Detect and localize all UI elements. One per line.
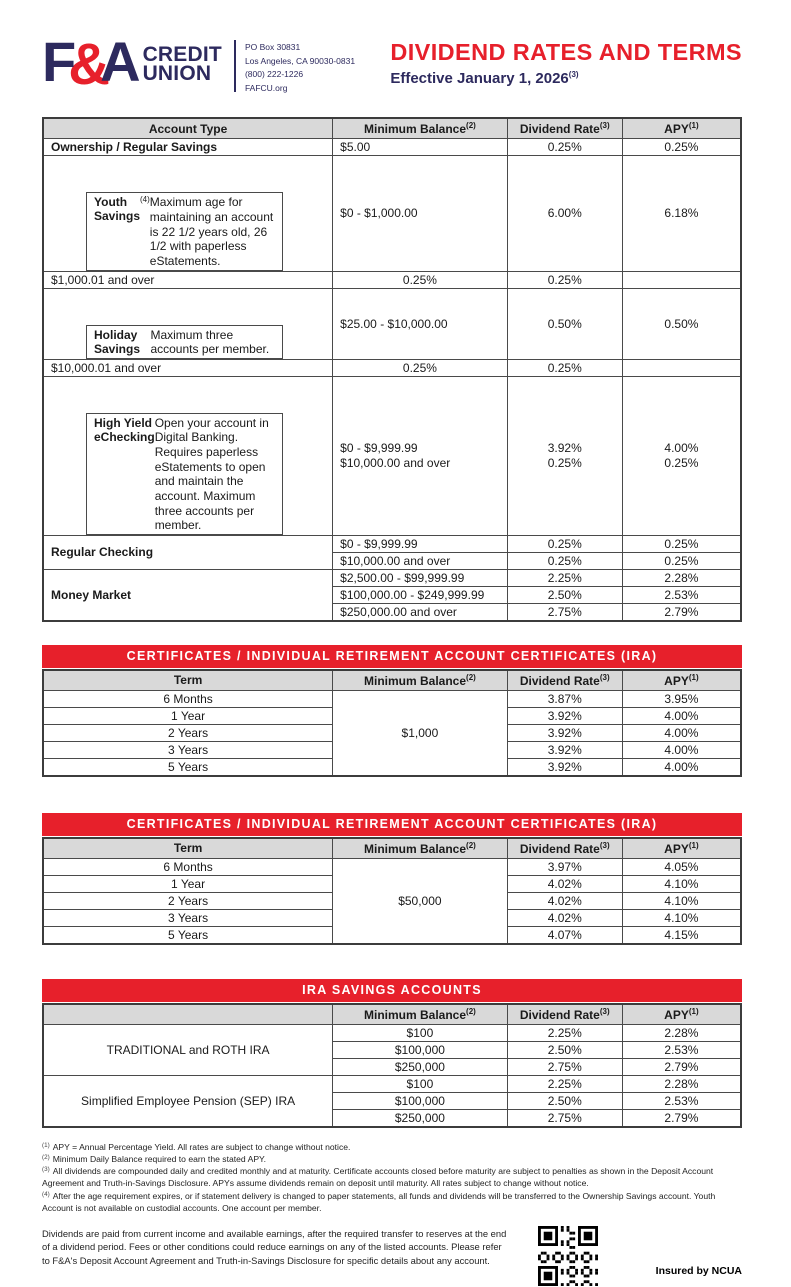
footnote-marker: (2) xyxy=(466,672,476,682)
apy-cell: 0.25% xyxy=(622,139,741,156)
table-row xyxy=(43,376,741,535)
header-row xyxy=(43,1004,741,1025)
ira-savings-table xyxy=(42,1003,742,1128)
balance-cell: $250,000.00 and over xyxy=(333,603,508,621)
footnote-marker: (1) xyxy=(688,1006,699,1016)
table-row xyxy=(43,569,741,586)
balance-cell: $100,000.00 - $249,999.99 xyxy=(333,586,508,603)
account-type-cell xyxy=(86,413,283,535)
balance-cell: $100 xyxy=(333,1024,508,1041)
footnote-marker: (2) xyxy=(466,121,476,131)
rate-cell: 3.97% xyxy=(507,858,622,875)
apy-cell: 2.28% xyxy=(622,1075,741,1092)
rate-cell: 3.92% xyxy=(507,741,622,758)
ira-account-cell: Simplified Employee Pension (SEP) IRA xyxy=(43,1075,333,1127)
account-name: High Yield eChecking xyxy=(94,415,155,444)
rate-cell: 2.75% xyxy=(507,1058,622,1075)
account-name: Money Market xyxy=(51,587,132,602)
footnote-text: Minimum Daily Balance required to earn the stated APY. xyxy=(52,1153,267,1164)
contact-line: PO Box 30831 xyxy=(244,42,301,52)
rate-cell: 2.25% xyxy=(507,1024,622,1041)
balance-cell: $250,000 xyxy=(333,1058,508,1075)
apy-cell: 6.18% xyxy=(622,156,741,271)
rate-cell: 2.75% xyxy=(507,1109,622,1127)
apy-cell: 4.10% xyxy=(622,892,741,909)
deposit-accounts-table xyxy=(42,117,742,621)
term-cell: 6 Months xyxy=(43,858,333,875)
certificates-table-1 xyxy=(42,669,742,777)
table-row xyxy=(43,535,741,552)
logo-ampersand: & xyxy=(68,32,105,97)
apy-cell: 4.00% xyxy=(622,741,741,758)
footnote-marker: (1) xyxy=(688,672,699,682)
logo-credit: CREDIT xyxy=(142,43,222,66)
rate-cell: 0.25% xyxy=(333,271,508,288)
contact-line: (800) 222-1226 xyxy=(244,69,304,80)
footer xyxy=(42,1225,742,1287)
rate-cell: 6.00% xyxy=(507,156,622,271)
rate-cell: 0.25% xyxy=(507,535,622,552)
term-cell: 2 Years xyxy=(43,724,333,741)
rate-cell: 3.92% 0.25% xyxy=(507,376,622,535)
term-cell: 1 Year xyxy=(43,875,333,892)
footnotes xyxy=(42,1141,742,1214)
footnote-marker: (1) xyxy=(688,840,699,850)
rate-sheet-page xyxy=(0,30,791,1277)
column-header: APY$^{(1)}$ xyxy=(622,670,741,691)
apy-cell: 2.53% xyxy=(622,1041,741,1058)
rate-cell: 4.02% xyxy=(507,909,622,926)
table-row xyxy=(43,1075,741,1092)
column-header: Account Type xyxy=(43,118,333,139)
rate-cell: 4.07% xyxy=(507,926,622,944)
apy-cell: 4.10% xyxy=(622,875,741,892)
rate-cell: 2.50% xyxy=(507,1092,622,1109)
column-header: Dividend Rate$^{(3)}$ xyxy=(507,670,622,691)
footnote-text: After the age requirement expires, or if statement delivery is changed to paper statements, all funds and dividends will be transferred to the Ownership Savings account. Youth Account is not available on custodial accounts. One account per member. xyxy=(42,1190,716,1213)
balance-cell: $0 - $1,000.00 xyxy=(333,156,508,271)
rate-cell: 4.02% xyxy=(507,892,622,909)
account-name: Regular Checking xyxy=(51,545,154,560)
balance-cell: $25.00 - $10,000.00 xyxy=(333,288,508,359)
header-row xyxy=(43,670,741,691)
apy-cell: 2.28% xyxy=(622,1024,741,1041)
apy-cell: 4.00% xyxy=(622,707,741,724)
term-cell: 6 Months xyxy=(43,690,333,707)
balance-cell: $1,000.01 and over xyxy=(43,271,333,288)
certificates-section-2 xyxy=(42,813,742,945)
account-name: Holiday Savings xyxy=(94,327,141,356)
apy-cell: 2.79% xyxy=(622,1058,741,1075)
ira-account-cell: TRADITIONAL and ROTH IRA xyxy=(43,1024,333,1075)
qr-code xyxy=(538,1225,598,1287)
certificates-banner-2: CERTIFICATES / INDIVIDUAL RETIREMENT ACCOUNT CERTIFICATES (IRA) xyxy=(42,813,742,836)
rate-cell: 2.50% xyxy=(507,586,622,603)
rate-cell: 2.75% xyxy=(507,603,622,621)
rate-cell: 3.92% xyxy=(507,758,622,776)
column-header: Dividend Rate$^{(3)}$ xyxy=(507,838,622,859)
logo-divider xyxy=(234,40,236,92)
logo-letter-a: A xyxy=(100,30,135,93)
disclaimer-text: Dividends are paid from current income and available earnings, after the required transfer to reserves at the end of a dividend period. Fees or other conditions could reduce earnings on any of the listed accounts. Please refer to F&A's Deposit Account Agreement and Truth-in-Savings Disclosure for specific details about any account. xyxy=(42,1227,507,1266)
apy-cell: 2.53% xyxy=(622,1092,741,1109)
account-name: Youth Savings xyxy=(94,195,141,224)
table-row xyxy=(43,690,741,707)
rate-cell: 2.50% xyxy=(507,1041,622,1058)
balance-cell: $250,000 xyxy=(333,1109,508,1127)
account-type-cell xyxy=(86,325,283,359)
rate-cell: 0.50% xyxy=(507,288,622,359)
footnote-marker: (2) xyxy=(466,840,476,850)
column-header: Term xyxy=(43,670,333,691)
term-cell: 1 Year xyxy=(43,707,333,724)
rate-cell: 3.92% xyxy=(507,724,622,741)
column-header: Minimum Balance$^{(2)}$ xyxy=(333,670,508,691)
balance-cell: $10,000.00 and over xyxy=(333,552,508,569)
footnote-marker: (2) xyxy=(466,1006,476,1016)
account-description: Maximum age for maintaining an account is 22 1/2 years old, 26 1/2 with paperless eStatements. xyxy=(149,195,274,268)
apy-cell: 2.53% xyxy=(622,586,741,603)
column-header xyxy=(43,1004,333,1025)
apy-cell: 4.10% xyxy=(622,909,741,926)
apy-cell: 0.50% xyxy=(622,288,741,359)
column-header: Minimum Balance$^{(2)}$ xyxy=(333,838,508,859)
apy-cell: 4.15% xyxy=(622,926,741,944)
balance-cell: $0 - $9,999.99 xyxy=(333,535,508,552)
balance-cell: $5.00 xyxy=(333,139,508,156)
footnote-marker: (4) xyxy=(140,195,150,205)
footnote-marker: (3) xyxy=(599,840,610,850)
contact-line: Los Angeles, CA 90030-0831 xyxy=(244,55,356,66)
account-description: Open your account in Digital Banking. Requires paperless eStatements to open and maintain the account. Maximum three accounts per member. xyxy=(154,415,269,533)
column-header: Term xyxy=(43,838,333,859)
table-row xyxy=(43,156,741,271)
table-row xyxy=(43,288,741,359)
account-type-cell xyxy=(43,139,333,156)
footnote-marker: (3) xyxy=(599,672,610,682)
account-type-cell xyxy=(43,569,333,621)
column-header: APY$^{(1)}$ xyxy=(622,838,741,859)
header-row xyxy=(43,838,741,859)
rate-cell: 3.87% xyxy=(507,690,622,707)
page-title: DIVIDEND RATES AND TERMS xyxy=(390,39,742,65)
rate-cell: 4.02% xyxy=(507,875,622,892)
apy-cell: 3.95% xyxy=(622,690,741,707)
balance-cell: $2,500.00 - $99,999.99 xyxy=(333,569,508,586)
footnote-text: All dividends are compounded daily and credited monthly and at maturity. Certificate accounts closed before maturity are subject to penalties as shown in the Deposit Account Agreement and Truth-in-Savings Disclosure. APYs assume dividends remain on deposit until maturity. All rates subject to change without notice. xyxy=(42,1166,714,1189)
footnote-marker: (3) xyxy=(599,1006,610,1016)
footnote-marker: (1) xyxy=(688,121,699,131)
rate-cell: 2.25% xyxy=(507,1075,622,1092)
contact-line: FAFCU.org xyxy=(244,82,288,93)
footnote-marker: (1) xyxy=(42,1141,50,1149)
footnote xyxy=(42,1190,742,1214)
column-header: APY$^{(1)}$ xyxy=(622,118,741,139)
apy-cell: 0.25% xyxy=(622,552,741,569)
contact-info xyxy=(245,41,355,95)
deposit-accounts-section xyxy=(42,117,742,621)
account-type-cell xyxy=(86,192,283,270)
apy-cell: 2.79% xyxy=(622,603,741,621)
term-cell: 3 Years xyxy=(43,909,333,926)
min-balance-cell: $50,000 xyxy=(333,858,508,944)
logo-wordmark xyxy=(143,45,222,84)
rate-cell: 2.25% xyxy=(507,569,622,586)
term-cell: 5 Years xyxy=(43,926,333,944)
apy-cell: 4.00% xyxy=(622,724,741,741)
column-header: APY$^{(1)}$ xyxy=(622,1004,741,1025)
certificates-banner-1: CERTIFICATES / INDIVIDUAL RETIREMENT ACCOUNT CERTIFICATES (IRA) xyxy=(42,645,742,668)
logo-union: UNION xyxy=(142,62,212,86)
certificates-section-1 xyxy=(42,645,742,777)
footnote xyxy=(42,1165,742,1189)
column-header: Minimum Balance$^{(2)}$ xyxy=(333,118,508,139)
effective-date: Effective January 1, 2026$^{(3)}$ xyxy=(390,70,579,87)
ira-savings-banner: IRA SAVINGS ACCOUNTS xyxy=(42,979,742,1002)
footnote-marker: (3) xyxy=(599,121,610,131)
apy-cell: 0.25% xyxy=(622,535,741,552)
apy-cell: 4.00% xyxy=(622,758,741,776)
apy-cell: 2.79% xyxy=(622,1109,741,1127)
apy-cell: 4.05% xyxy=(622,858,741,875)
certificates-table-2 xyxy=(42,837,742,945)
footnote-marker: (3) xyxy=(42,1166,50,1174)
table-row xyxy=(43,359,741,376)
term-cell: 2 Years xyxy=(43,892,333,909)
term-cell: 3 Years xyxy=(43,741,333,758)
header-row xyxy=(43,118,741,139)
apy-cell: 4.00% 0.25% xyxy=(622,376,741,535)
footnote-text: APY = Annual Percentage Yield. All rates are subject to change without notice. xyxy=(52,1141,351,1152)
account-description: Maximum three accounts per member. xyxy=(150,327,270,357)
column-header: Minimum Balance$^{(2)}$ xyxy=(333,1004,508,1025)
effective-footnote-marker: (3) xyxy=(568,70,579,79)
rate-cell: 3.92% xyxy=(507,707,622,724)
rate-cell: 0.25% xyxy=(507,139,622,156)
apy-cell: 0.25% xyxy=(507,271,622,288)
balance-cell: $100 xyxy=(333,1075,508,1092)
footnote-marker: (4) xyxy=(42,1190,50,1198)
footnote-marker: (2) xyxy=(42,1153,50,1161)
logo-letter-f: F xyxy=(42,30,71,93)
account-type-cell xyxy=(43,535,333,569)
footnote xyxy=(42,1153,742,1165)
balance-cell: $0 - $9,999.99 $10,000.00 and over xyxy=(333,376,508,535)
table-row xyxy=(43,139,741,156)
column-header: Dividend Rate$^{(3)}$ xyxy=(507,1004,622,1025)
min-balance-cell: $1,000 xyxy=(333,690,508,776)
balance-cell: $100,000 xyxy=(333,1041,508,1058)
rate-cell: 0.25% xyxy=(333,359,508,376)
footnote xyxy=(42,1141,742,1153)
table-row xyxy=(43,1024,741,1041)
term-cell: 5 Years xyxy=(43,758,333,776)
account-name: Ownership / Regular Savings xyxy=(51,140,218,155)
ncua-label: Insured by NCUA xyxy=(655,1264,742,1277)
table-row xyxy=(43,858,741,875)
rate-cell: 0.25% xyxy=(507,552,622,569)
page-header xyxy=(42,30,742,97)
apy-cell: 2.28% xyxy=(622,569,741,586)
balance-cell: $100,000 xyxy=(333,1092,508,1109)
table-row xyxy=(43,271,741,288)
balance-cell: $10,000.01 and over xyxy=(43,359,333,376)
apy-cell: 0.25% xyxy=(507,359,622,376)
fa-logo xyxy=(42,30,135,97)
title-block xyxy=(390,39,742,87)
brand-block xyxy=(42,30,356,97)
ira-savings-section xyxy=(42,979,742,1128)
column-header: Dividend Rate$^{(3)}$ xyxy=(507,118,622,139)
